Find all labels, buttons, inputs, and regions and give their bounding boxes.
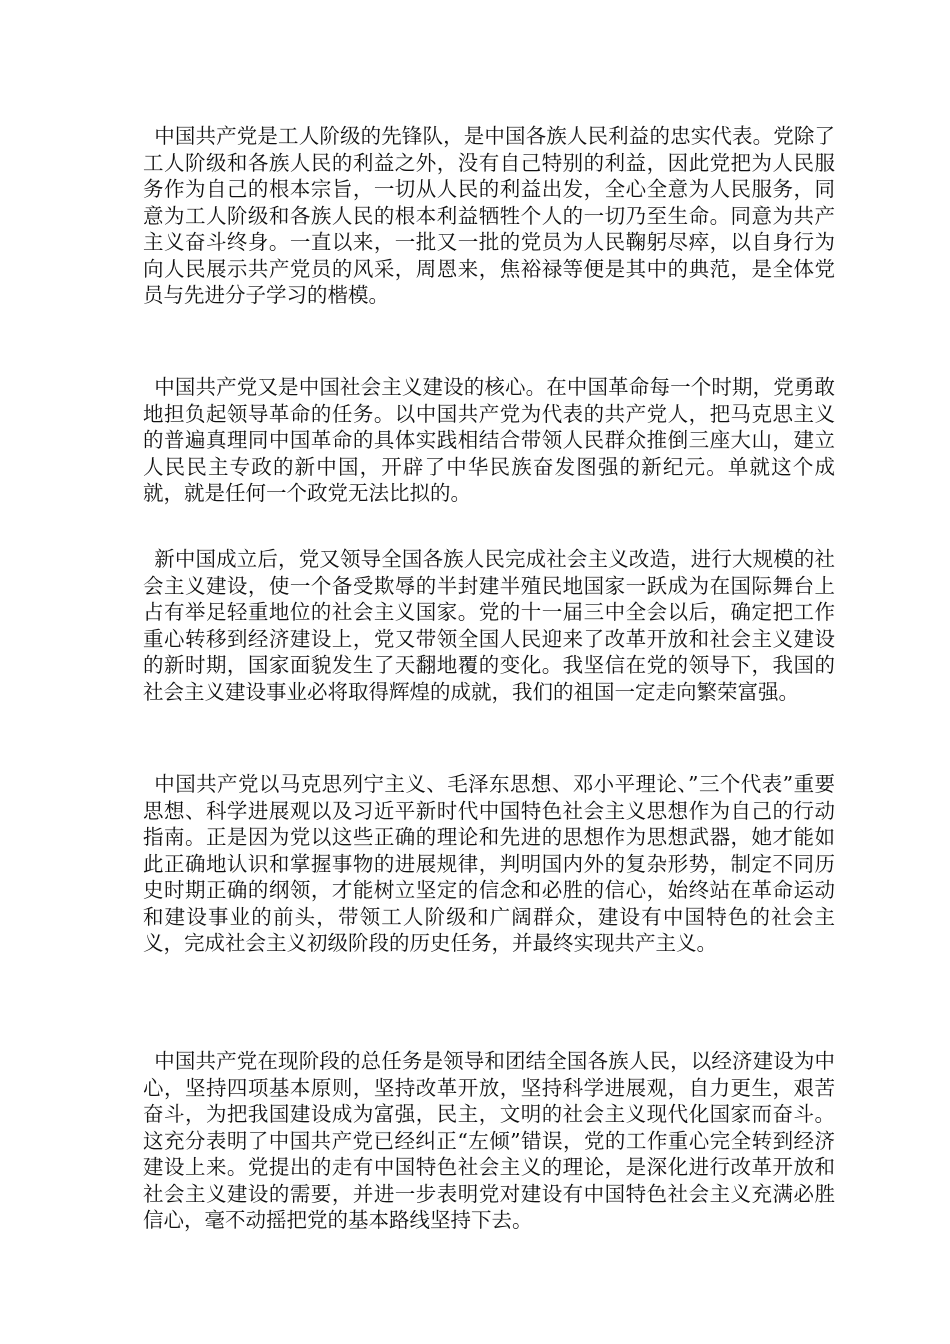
paragraph-4: 中国共产党以马克思列宁主义、毛泽东思想、邓小平理论、”三个代表”重要思想、科学进展观以及习近平新时代中国特色社会主义思想作为自己的行动指南。正是因为党以这些正确的理论和先进的思想作为思想武器，她才能如此正确地认识和掌握事物的进展规律，判明国内外的复杂形势，制定不同历史时期正确的纲领，才能树立坚定的信念和必胜的信心，始终站在革命运动和建设事业的前头，带领工人阶级和广阔群众，建设有中国特色的社会主义，完成社会主义初级阶段的历史任务，并最终实现共产主义。 xyxy=(143,772,835,955)
paragraph-2: 中国共产党又是中国社会主义建设的核心。在中国革命每一个时期，党勇敢地担负起领导革命的任务。以中国共产党为代表的共产党人，把马克思主义的普遍真理同中国革命的具体实践相结合带领人民群众推倒三座大山，建立人民民主专政的新中国，开辟了中华民族奋发图强的新纪元。单就这个成就，就是任何一个政党无法比拟的。 xyxy=(143,375,835,505)
paragraph-3: 新中国成立后，党又领导全国各族人民完成社会主义改造，进行大规模的社会主义建设，使一个备受欺辱的半封建半殖民地国家一跃成为在国际舞台上占有举足轻重地位的社会主义国家。党的十一届三中全会以后，确定把工作重心转移到经济建设上，党又带领全国人民迎来了改革开放和社会主义建设的新时期，国家面貌发生了天翻地覆的变化。我坚信在党的领导下，我国的社会主义建设事业必将取得辉煌的成就，我们的祖国一定走向繁荣富强。 xyxy=(143,547,835,704)
paragraph-5: 中国共产党在现阶段的总任务是领导和团结全国各族人民，以经济建设为中心，坚持四项基本原则，坚持改革开放，坚持科学进展观，自力更生，艰苦奋斗，为把我国建设成为富强，民主，文明的社会主义现代化国家而奋斗。这充分表明了中国共产党已经纠正“左倾”错误，党的工作重心完全转到经济建设上来。党提出的走有中国特色社会主义的理论，是深化进行改革开放和社会主义建设的需要，并进一步表明党对建设有中国特色社会主义充满必胜信心，毫不动摇把党的基本路线坚持下去。 xyxy=(143,1049,835,1232)
paragraph-1: 中国共产党是工人阶级的先锋队，是中国各族人民利益的忠实代表。党除了工人阶级和各族人民的利益之外，没有自己特别的利益，因此党把为人民服务作为自己的根本宗旨，一切从人民的利益出发，全心全意为人民服务，同意为工人阶级和各族人民的根本利益牺牲个人的一切乃至生命。同意为共产主义奋斗终身。一直以来，一批又一批的党员为人民鞠躬尽瘁，以自身行为向人民展示共产党员的风采，周恩来，焦裕禄等便是其中的典范，是全体党员与先进分子学习的楷模。 xyxy=(143,124,835,307)
